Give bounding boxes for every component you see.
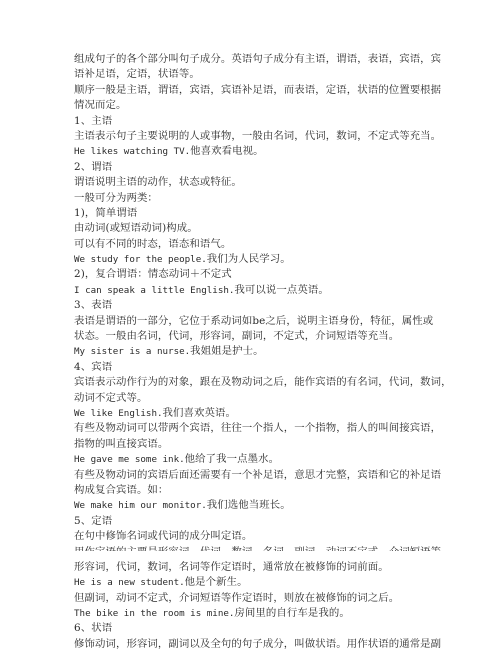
example-chinese: 我们为人民学习。: [206, 253, 291, 266]
paragraph-line: 谓语说明主语的动作，状态或特征。: [74, 176, 242, 189]
paragraph-line: 宾语表示动作行为的对象，跟在及物动词之后，能作宾语的有名词，代词，数词，: [74, 376, 452, 389]
paragraph-line: 指物的叫直接宾语。: [74, 437, 169, 450]
example-sentence: [74, 606, 474, 621]
section-heading: 6、状语: [74, 622, 113, 635]
example-english: We like English.: [74, 407, 163, 419]
paragraph-line: 构成复合宾语。如：: [74, 483, 169, 496]
example-chinese: 房间里的自行车是我的。: [234, 607, 350, 620]
example-chinese: 我们选他当班长。: [206, 499, 291, 512]
paragraph-line: 语补足语，定语，状语等。: [74, 68, 200, 81]
paragraph-line: 组成句子的各个部分叫句子成分。英语句子成分有主语，谓语，表语，宾语，宾: [74, 53, 442, 65]
section-heading: 1、主语: [74, 114, 113, 127]
paragraph-line: 但副词，动词不定式，介词短语等作定语时，则放在被修饰的词之后。: [74, 591, 400, 604]
paragraph-line: 有些及物动词的宾语后面还需要有一个补足语，意思才完整，宾语和它的补足语: [74, 468, 442, 481]
paragraph-line: 有些及物动词可以带两个宾语，往往一个指人，一个指物，指人的叫间接宾语，: [74, 422, 442, 435]
paragraph-line: 顺序一般是主语，谓语，宾语，宾语补足语，而表语，定语，状语的位置要根据: [74, 83, 442, 96]
example-english: I can speak a little English.: [74, 284, 235, 296]
paragraph-line: 状态。一般由名词，代词，形容词，副词，不定式，介词短语等充当。: [74, 330, 400, 343]
example-sentence: [74, 452, 474, 467]
example-sentence: [74, 252, 474, 267]
document-body: [74, 52, 474, 652]
example-sentence: [74, 283, 474, 298]
section-heading: 4、宾语: [74, 360, 113, 373]
section-heading: 2、谓语: [74, 160, 113, 173]
example-chinese: 他喜欢看电视。: [190, 145, 264, 158]
paragraph-line: 表语是谓语的一部分，它位于系动词如be之后，说明主语身份，特征，属性或: [74, 314, 434, 327]
example-english: The bike in the room is mine.: [74, 608, 235, 620]
example-sentence: [74, 498, 474, 513]
example-sentence: [74, 144, 474, 159]
paragraph-line: 在句中修饰名词或代词的成分叫定语。: [74, 530, 253, 543]
section-heading: 5、定语: [74, 514, 113, 527]
paragraph-line: 修饰动词，形容词，副词以及全句的句子成分，叫做状语。用作状语的通常是副: [74, 637, 442, 650]
paragraph-line: 形容词，代词，数词，名词等作定语时，通常放在被修饰的词前面。: [74, 560, 389, 573]
paragraph-line: 可以有不同的时态，语态和语气。: [74, 237, 232, 250]
paragraph-line: 主语表示句子主要说明的人或事物，一般由名词，代词，数词，不定式等充当。: [74, 129, 442, 142]
example-english: My sister is a nurse.: [74, 346, 191, 358]
subsection-heading: 2)，复合谓语：情态动词＋不定式: [74, 268, 232, 281]
example-sentence: [74, 406, 474, 421]
page-bottom-edge: [0, 551, 496, 561]
paragraph-line: 动词不定式等。: [74, 391, 148, 404]
paragraph-line: 情况而定。: [74, 99, 127, 112]
subsection-heading: 1)，简单谓语: [74, 206, 138, 219]
paragraph-line: 一般可分为两类：: [74, 191, 158, 204]
example-chinese: 我姐姐是护士。: [190, 345, 264, 358]
paragraph-line: 由动词(或短语动词)构成。: [74, 222, 198, 235]
example-chinese: 他给了我一点墨水。: [184, 453, 280, 466]
section-heading: 3、表语: [74, 299, 113, 312]
example-chinese: 我可以说一点英语。: [234, 283, 329, 296]
example-chinese: 我们喜欢英语。: [162, 406, 236, 419]
example-english: We make him our monitor.: [74, 500, 207, 512]
example-english: He likes watching TV.: [74, 146, 191, 158]
example-sentence: [74, 344, 474, 359]
example-english: We study for the people.: [74, 254, 207, 266]
example-sentence: [74, 575, 474, 590]
example-chinese: 他是个新生。: [184, 576, 248, 589]
example-english: He is a new student.: [74, 577, 185, 589]
example-english: He gave me some ink.: [74, 454, 185, 466]
